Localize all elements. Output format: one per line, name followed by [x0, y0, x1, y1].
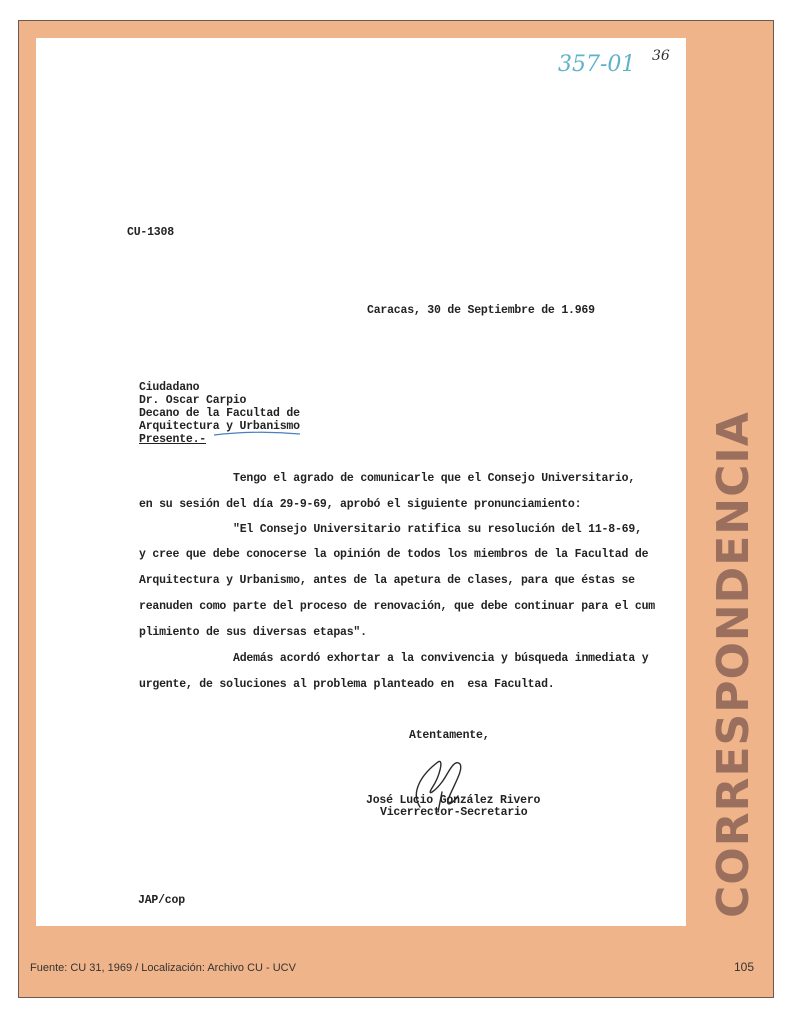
signer-title: Vicerrector-Secretario	[380, 806, 528, 819]
recipient-line: Arquitectura y Urbanismo	[139, 420, 300, 433]
recipient-line: Ciudadano	[139, 381, 200, 394]
recipient-line: Dr. Oscar Carpio	[139, 394, 247, 407]
date-line: Caracas, 30 de Septiembre de 1.969	[367, 304, 595, 317]
section-label: CORRESPONDENCIA	[708, 411, 759, 918]
typist-initials: JAP/cop	[138, 894, 185, 907]
closing: Atentamente,	[409, 729, 490, 742]
body-line: Tengo el agrado de comunicarle que el Consejo Universitario,	[233, 472, 636, 485]
reference-number: CU-1308	[127, 226, 174, 239]
body-line: reanuden como parte del proceso de renovación, que debe continuar para el cum	[139, 600, 655, 613]
body-line: plimiento de sus diversas etapas".	[139, 626, 367, 639]
recipient-line: Presente.-	[139, 433, 207, 446]
body-line: Arquitectura y Urbanismo, antes de la apetura de clases, para que éstas se	[139, 574, 635, 587]
body-line: urgente, de soluciones al problema planteado en esa Facultad.	[139, 678, 555, 691]
handwritten-page-number: 36	[652, 48, 670, 64]
body-line: y cree que debe conocerse la opinión de todos los miembros de la Facultad de	[139, 548, 649, 561]
body-line: Además acordó exhortar a la convivencia y búsqueda inmediata y	[233, 652, 649, 665]
handwritten-reference: 357-01	[558, 52, 636, 77]
body-line: "El Consejo Universitario ratifica su resolución del 11-8-69,	[233, 523, 642, 536]
page-number: 105	[734, 960, 755, 974]
signer-name: José Lucio González Rivero	[366, 794, 541, 807]
blue-underline-mark	[212, 430, 302, 438]
source-caption: Fuente: CU 31, 1969 / Localización: Archivo CU - UCV	[30, 962, 296, 974]
body-line: en su sesión del día 29-9-69, aprobó el siguiente pronunciamiento:	[139, 498, 582, 511]
recipient-line: Decano de la Facultad de	[139, 407, 300, 420]
